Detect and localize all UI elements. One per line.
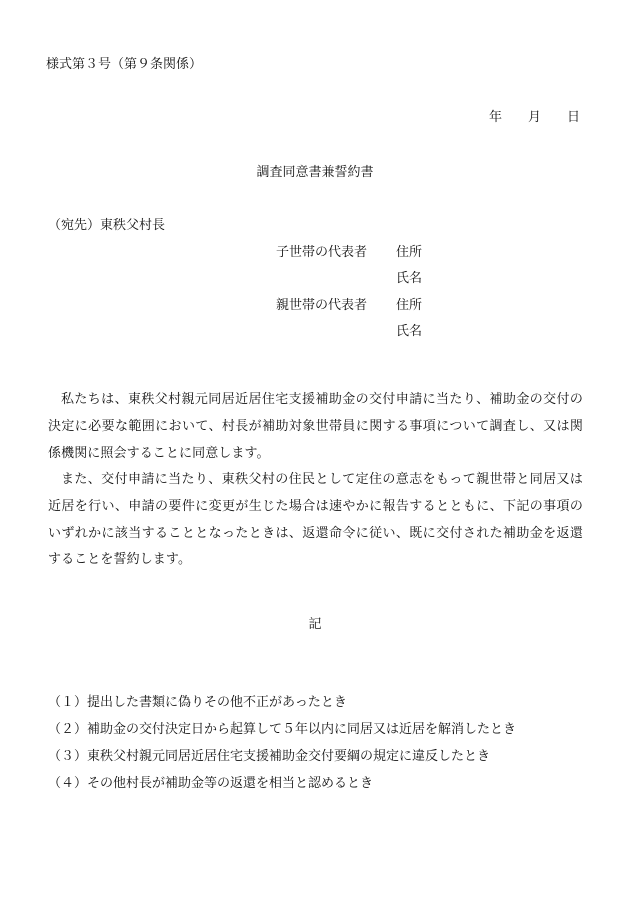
conditions-list <box>48 696 588 804</box>
ki-heading: 記 <box>308 617 322 632</box>
consent-paragraph: 私たちは、東秩父村親元同居近居住宅支援補助金の交付申請に当たり、補助金の交付の決定に必要な範囲において、村長が補助対象世帯員に関する事項について調査し、又は関係機関に照会することに同意します。 <box>48 392 583 461</box>
pledge-paragraph: また、交付申請に当たり、東秩父村の住民として定住の意志をもって親世帯と同居又は近居を行い、申請の要件に変更が生じた場合は速やかに報告するとともに、下記の事項のいずれかに該当することとなったときは、返還命令に従い、既に交付された補助金を返還することを誓約します。 <box>48 472 583 568</box>
date-line <box>489 111 580 124</box>
document-title: 調査同意書兼誓約書 <box>256 165 374 180</box>
parent-household-representative-label: 親世帯の代表者 <box>276 298 368 313</box>
parent-address-label: 住所 <box>396 298 423 313</box>
condition-item: （１）提出した書類に偽りその他不正があったとき <box>48 695 347 710</box>
date-day-label: 日 <box>567 110 581 125</box>
date-year-label: 年 <box>489 110 503 125</box>
child-household-representative-label: 子世帯の代表者 <box>276 245 368 260</box>
parent-name-label: 氏名 <box>396 324 423 339</box>
date-month-label: 月 <box>528 110 542 125</box>
condition-item: （４）その他村長が補助金等の返還を相当と認めるとき <box>48 776 374 791</box>
form-number: 様式第３号（第９条関係） <box>46 57 203 72</box>
child-name-label: 氏名 <box>396 271 423 286</box>
child-address-label: 住所 <box>396 245 423 260</box>
condition-item: （３）東秩父村親元同居近居住宅支援補助金交付要綱の規定に違反したとき <box>48 749 491 764</box>
addressee: （宛先）東秩父村長 <box>48 218 166 233</box>
condition-item: （２）補助金の交付決定日から起算して５年以内に同居又は近居を解消したとき <box>48 722 517 737</box>
